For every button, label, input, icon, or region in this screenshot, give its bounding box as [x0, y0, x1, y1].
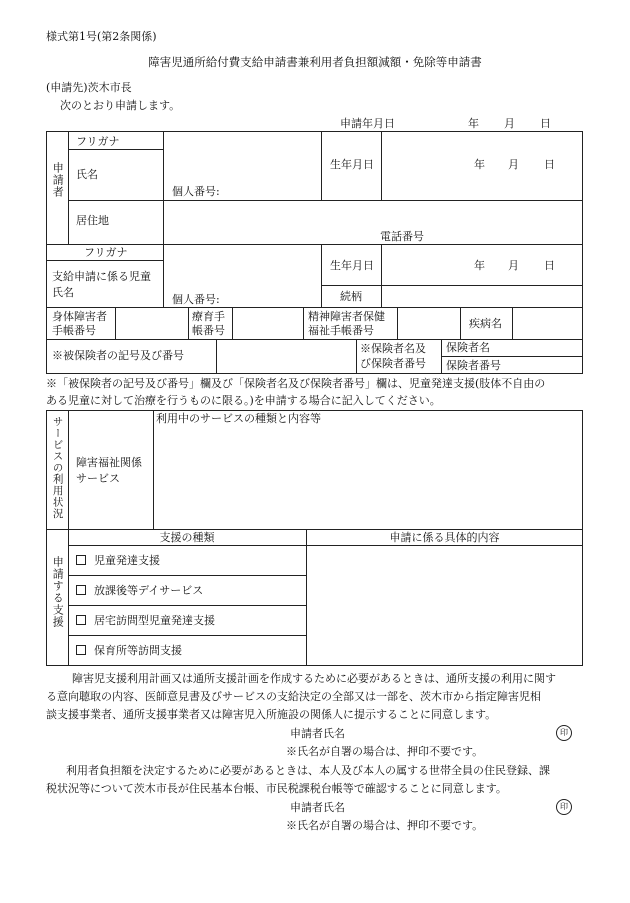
applicant-phone-label: 電話番号: [380, 230, 424, 243]
support-detail-field[interactable]: [310, 548, 578, 662]
consent2-signature-label: 申請者氏名: [290, 801, 345, 814]
insurer-name-label: 保険者名: [446, 341, 490, 354]
applicant-section-label: 申請者: [51, 162, 65, 198]
seal-icon: 印: [556, 799, 572, 815]
consent2-line1: 利用者負担額を決定するために必要があるときは、本人及び本人の属する世帯全員の住民登録、課: [66, 764, 550, 777]
applicant-name-field[interactable]: [164, 152, 320, 178]
disease-label: 疾病名: [469, 317, 502, 330]
applicant-name-label: 氏名: [76, 168, 98, 181]
insurer-label-line1: ※保険者名及: [360, 342, 426, 355]
checkbox-icon[interactable]: [76, 615, 86, 625]
child-individual-no-label: 個人番号:: [172, 293, 220, 306]
application-date-label: 申請年月日: [340, 117, 395, 130]
applicant-furigana-field[interactable]: [164, 133, 320, 148]
insurance-note-line1: ※「被保険者の記号及び番号」欄及び「保険者名及び保険者番号」欄は、児童発達支援(肢体不自由の: [46, 377, 546, 390]
mental-handbook-label-line1: 精神障害者保健: [308, 310, 385, 323]
service-content-field[interactable]: [156, 428, 576, 524]
consent2-signature-field[interactable]: [360, 798, 520, 814]
insurance-note-line2: ある児童に対して治療を行うものに限る。)を申請する場合に記入してください。: [46, 394, 441, 407]
support-option-nursery-visit[interactable]: 保育所等訪問支援: [76, 644, 182, 657]
application-date-year: 年: [468, 117, 479, 130]
application-date-day: 日: [540, 117, 551, 130]
applicant-address-label: 居住地: [76, 214, 109, 227]
form-number: 様式第1号(第2条関係): [46, 30, 157, 43]
support-option-after-school-day-service[interactable]: 放課後等デイサービス: [76, 584, 203, 597]
checkbox-icon[interactable]: [76, 555, 86, 565]
welfare-service-label-line2: サービス: [76, 472, 120, 485]
insurer-label-line2: び保険者番号: [360, 357, 426, 370]
consent1-line2: る意向聴取の内容、医師意見書及びサービスの支給決定の全部又は一部を、茨木市から指定障害児相: [46, 690, 541, 703]
applicant-address-field[interactable]: [164, 203, 574, 225]
service-usage-section-label: サービスの利用状況: [51, 416, 64, 520]
consent1-signature-label: 申請者氏名: [290, 727, 345, 740]
applicant-birth-month: 月: [508, 158, 519, 171]
consent1-signature-field[interactable]: [360, 724, 520, 740]
consent1-signature-note: ※氏名が自署の場合は、押印不要です。: [286, 745, 484, 758]
support-request-section-label: 申請する支援: [51, 556, 65, 628]
support-type-header: 支援の種類: [159, 531, 215, 544]
child-furigana-label: フリガナ: [84, 246, 128, 259]
physical-handbook-label-line1: 身体障害者: [52, 310, 107, 323]
child-birth-month: 月: [508, 259, 519, 272]
child-birth-label: 生年月日: [330, 259, 374, 272]
rehab-handbook-label-line2: 帳番号: [192, 324, 225, 337]
checkbox-icon[interactable]: [76, 585, 86, 595]
mental-handbook-label-line2: 福祉手帳番号: [308, 324, 374, 337]
consent1-line1: 障害児支援利用計画又は通所支援計画を作成するために必要があるときは、通所支援の利用に関す: [72, 672, 556, 685]
application-date-month: 月: [504, 117, 515, 130]
checkbox-icon[interactable]: [76, 645, 86, 655]
child-birth-year: 年: [474, 259, 485, 272]
service-content-header: 利用中のサービスの種類と内容等: [156, 412, 321, 425]
physical-handbook-label-line2: 手帳番号: [52, 324, 96, 337]
consent2-signature-note: ※氏名が自署の場合は、押印不要です。: [286, 819, 484, 832]
support-detail-header: 申請に係る具体的内容: [389, 531, 500, 544]
applicant-individual-no-label: 個人番号:: [172, 185, 220, 198]
applicant-birth-label: 生年月日: [330, 158, 374, 171]
consent2-line2: 税状況等について茨木市長が住民基本台帳、市民税課税台帳等で確認することに同意します。: [46, 782, 507, 795]
intro-text: 次のとおり申請します。: [60, 99, 181, 112]
addressee: (申請先)茨木市長: [46, 81, 132, 94]
applicant-birth-year: 年: [474, 158, 485, 171]
child-name-label-line1: 支給申請に係る児童: [52, 270, 151, 283]
insurer-number-label: 保険者番号: [446, 359, 501, 372]
consent1-line3: 談支援事業者、通所支援事業者又は障害児入所施設の関係人に提示することに同意します。: [46, 708, 497, 721]
insured-number-label: ※被保険者の記号及び番号: [52, 349, 184, 362]
child-birth-day: 日: [544, 259, 555, 272]
applicant-furigana-label: フリガナ: [76, 135, 120, 148]
applicant-birth-day: 日: [544, 158, 555, 171]
child-relation-label: 続柄: [340, 290, 362, 303]
child-name-label-line2: 氏名: [52, 286, 74, 299]
rehab-handbook-label-line1: 療育手: [192, 310, 225, 323]
welfare-service-label-line1: 障害福祉関係: [76, 456, 142, 469]
support-option-child-development[interactable]: 児童発達支援: [76, 554, 160, 567]
form-title: 障害児通所給付費支給申請書兼利用者負担額減額・免除等申請書: [148, 55, 482, 69]
support-option-home-visit-development[interactable]: 居宅訪問型児童発達支援: [76, 614, 215, 627]
seal-icon: 印: [556, 725, 572, 741]
